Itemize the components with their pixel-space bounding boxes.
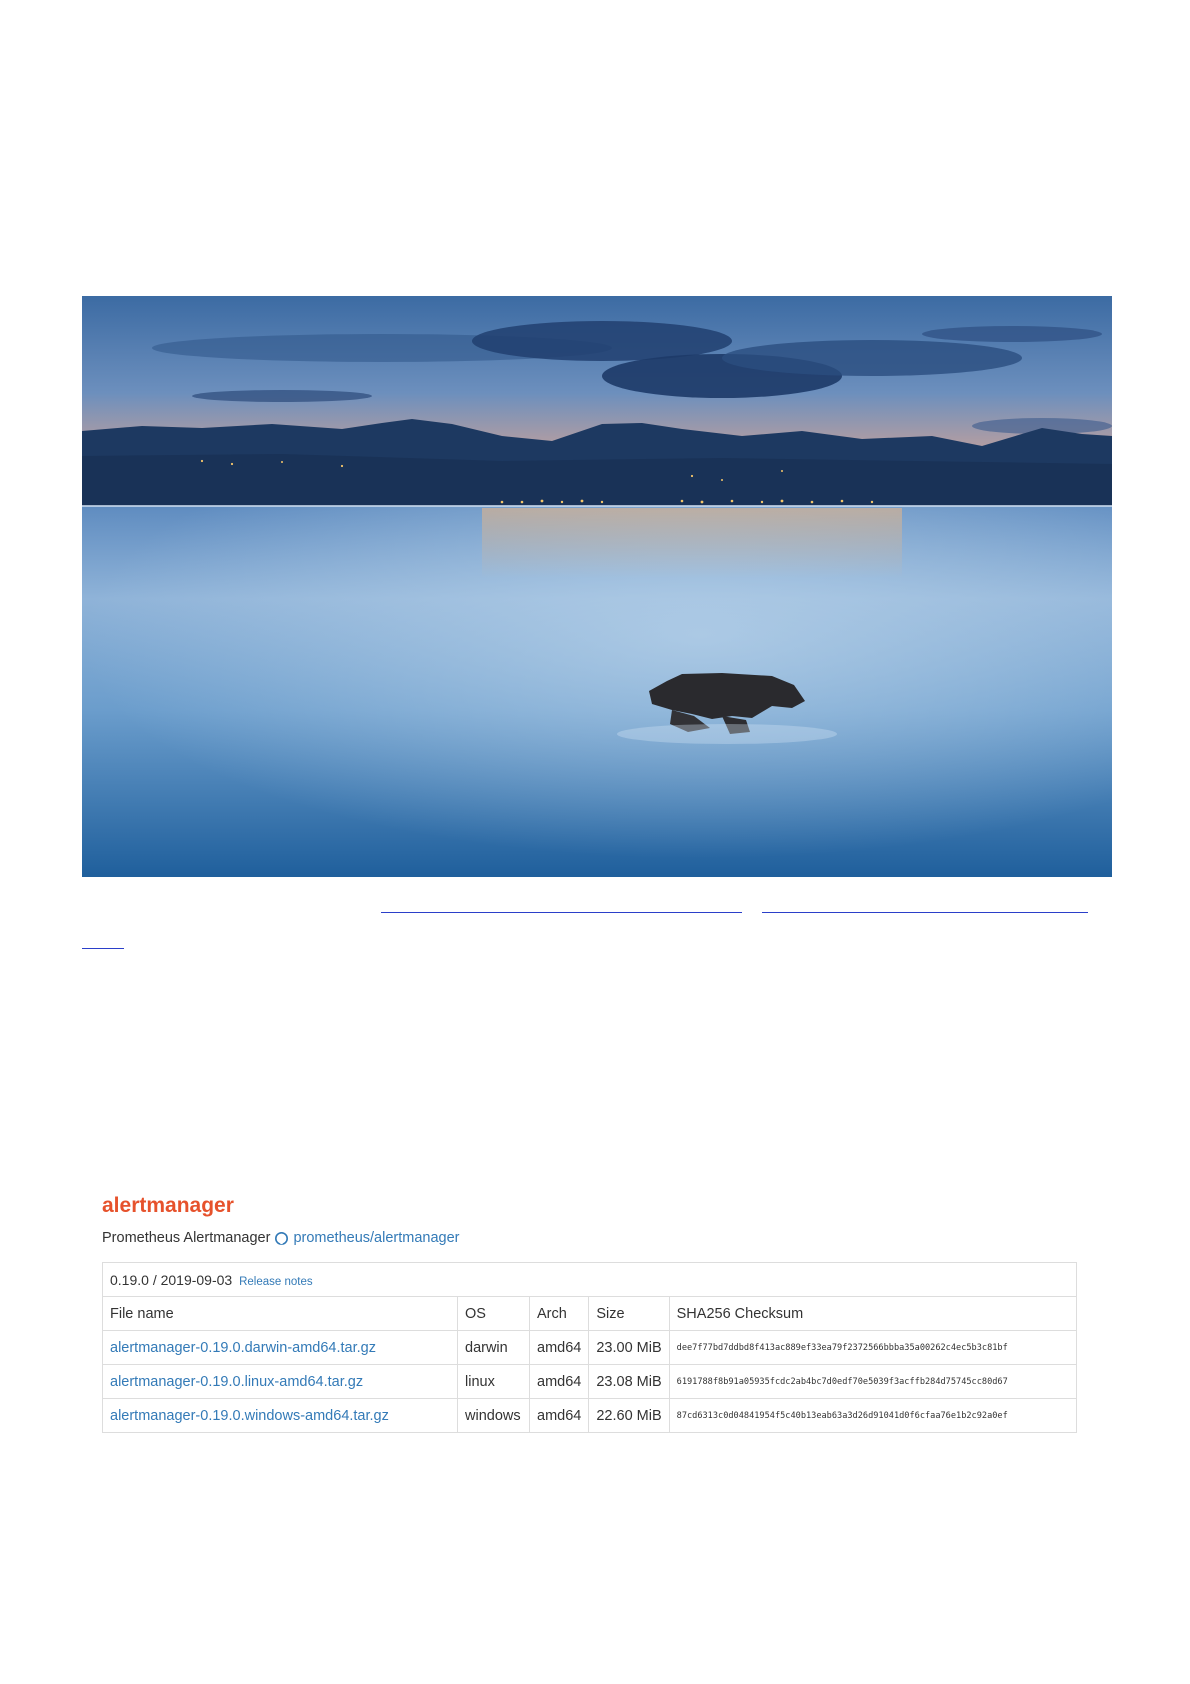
- table-row: [103, 1365, 1077, 1399]
- file-sha256: 6191788f8b91a05935fcdc2ab4bc7d0edf70e5039f3acffb284d75745cc80d67: [669, 1365, 1076, 1399]
- file-os: linux: [458, 1365, 530, 1399]
- file-arch: amd64: [530, 1365, 589, 1399]
- release-notes-link[interactable]: Release notes: [239, 1275, 313, 1288]
- link-underline-2[interactable]: [762, 912, 1088, 913]
- release-subtitle: Prometheus Alertmanager: [102, 1230, 271, 1246]
- table-row: [103, 1331, 1077, 1365]
- lake-landscape-image: [82, 296, 1112, 877]
- col-arch: Arch: [530, 1297, 589, 1331]
- release-title: alertmanager: [102, 1194, 234, 1217]
- file-arch: amd64: [530, 1399, 589, 1433]
- table-row: [103, 1399, 1077, 1433]
- file-os: windows: [458, 1399, 530, 1433]
- file-os: darwin: [458, 1331, 530, 1365]
- github-icon: [275, 1232, 288, 1245]
- file-arch: amd64: [530, 1331, 589, 1365]
- col-os: OS: [458, 1297, 530, 1331]
- col-sha256: SHA256 Checksum: [669, 1297, 1076, 1331]
- file-link-linux[interactable]: alertmanager-0.19.0.linux-amd64.tar.gz: [110, 1373, 364, 1390]
- file-size: 23.00 MiB: [589, 1331, 669, 1365]
- link-underline-3[interactable]: [82, 948, 124, 949]
- file-size: 23.08 MiB: [589, 1365, 669, 1399]
- file-link-darwin[interactable]: alertmanager-0.19.0.darwin-amd64.tar.gz: [110, 1339, 376, 1356]
- col-size: Size: [589, 1297, 669, 1331]
- file-sha256: dee7f77bd7ddbd8f413ac889ef33ea79f2372566bbba35a00262c4ec5b3c81bf: [669, 1331, 1076, 1365]
- file-size: 22.60 MiB: [589, 1399, 669, 1433]
- file-sha256: 87cd6313c0d04841954f5c40b13eab63a3d26d91041d0f6cfaa76e1b2c92a0ef: [669, 1399, 1076, 1433]
- file-link-windows[interactable]: alertmanager-0.19.0.windows-amd64.tar.gz: [110, 1407, 389, 1424]
- version-row: [103, 1263, 1077, 1297]
- landscape-photo: [82, 296, 1112, 877]
- version-label: 0.19.0 / 2019-09-03: [110, 1271, 233, 1288]
- download-panel: [102, 1192, 1077, 1433]
- release-subtitle-row: [102, 1228, 1077, 1248]
- col-file-name: File name: [103, 1297, 458, 1331]
- link-underline-1[interactable]: [381, 912, 742, 913]
- release-table: [102, 1262, 1077, 1433]
- repo-link[interactable]: prometheus/alertmanager: [293, 1230, 460, 1246]
- table-header-row: [103, 1297, 1077, 1331]
